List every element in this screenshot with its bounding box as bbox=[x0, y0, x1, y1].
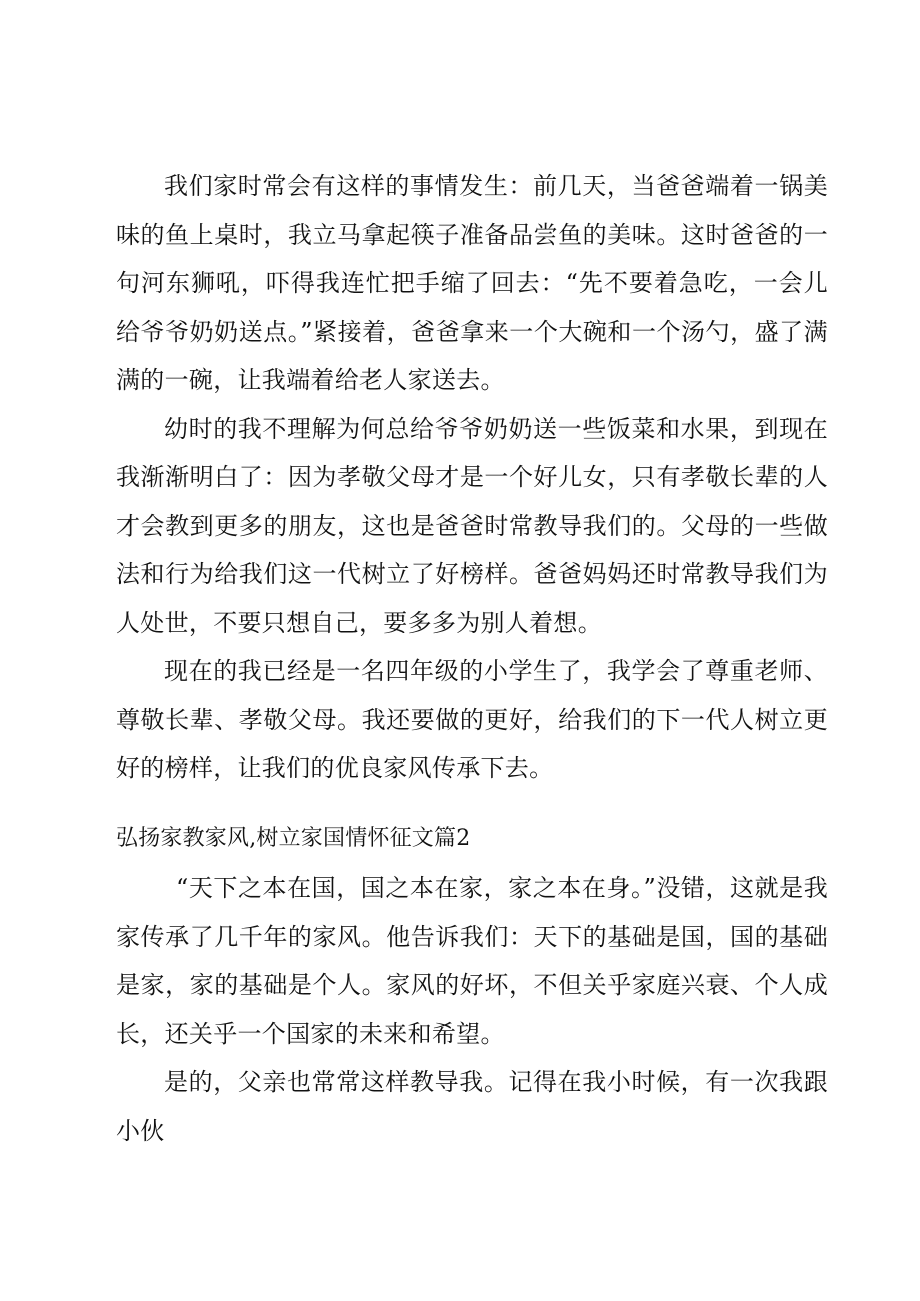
essay-section-1 bbox=[116, 162, 828, 793]
paragraph-family-motto: “天下之本在国，国之本在家，家之本在身。”没错，这就是我家传承了几千年的家风。他告诉我们：天下的基础是国，国的基础是家，家的基础是个人。家风的好坏，不但关乎家庭兴衰、个人成长，还关乎一个国家的未来和希望。 bbox=[116, 874, 828, 1048]
paragraph-family-dinner: 我们家时常会有这样的事情发生：前几天，当爸爸端着一锅美味的鱼上桌时，我立马拿起筷子准备品尝鱼的美味。这时爸爸的一句河东狮吼，吓得我连忙把手缩了回去：“先不要着急吃，一会儿给爷爷奶奶送点。”紧接着，爸爸拿来一个大碗和一个汤勺，盛了满满的一碗，让我端着给老人家送去。 bbox=[116, 172, 828, 394]
paragraph-fourth-grade: 现在的我已经是一名四年级的小学生了，我学会了尊重老师、尊敬长辈、孝敬父母。我还要做的更好，给我们的下一代人树立更好的榜样，让我们的优良家风传承下去。 bbox=[116, 657, 828, 782]
essay-section-2 bbox=[116, 864, 828, 1155]
paragraph-father-teaching: 是的，父亲也常常这样教导我。记得在我小时候，有一次我跟小伙 bbox=[116, 1068, 828, 1145]
paragraph-childhood-understanding: 幼时的我不理解为何总给爷爷奶奶送一些饭菜和水果，到现在我渐渐明白了：因为孝敬父母才是一个好儿女，只有孝敬长辈的人才会教到更多的朋友，这也是爸爸时常教导我们的。父母的一些做法和行为给我们这一代树立了好榜样。爸爸妈妈还时常教导我们为人处世，不要只想自己，要多多为别人着想。 bbox=[116, 414, 828, 637]
section-2-title: 弘扬家教家风,树立家国情怀征文篇2 bbox=[116, 826, 471, 851]
